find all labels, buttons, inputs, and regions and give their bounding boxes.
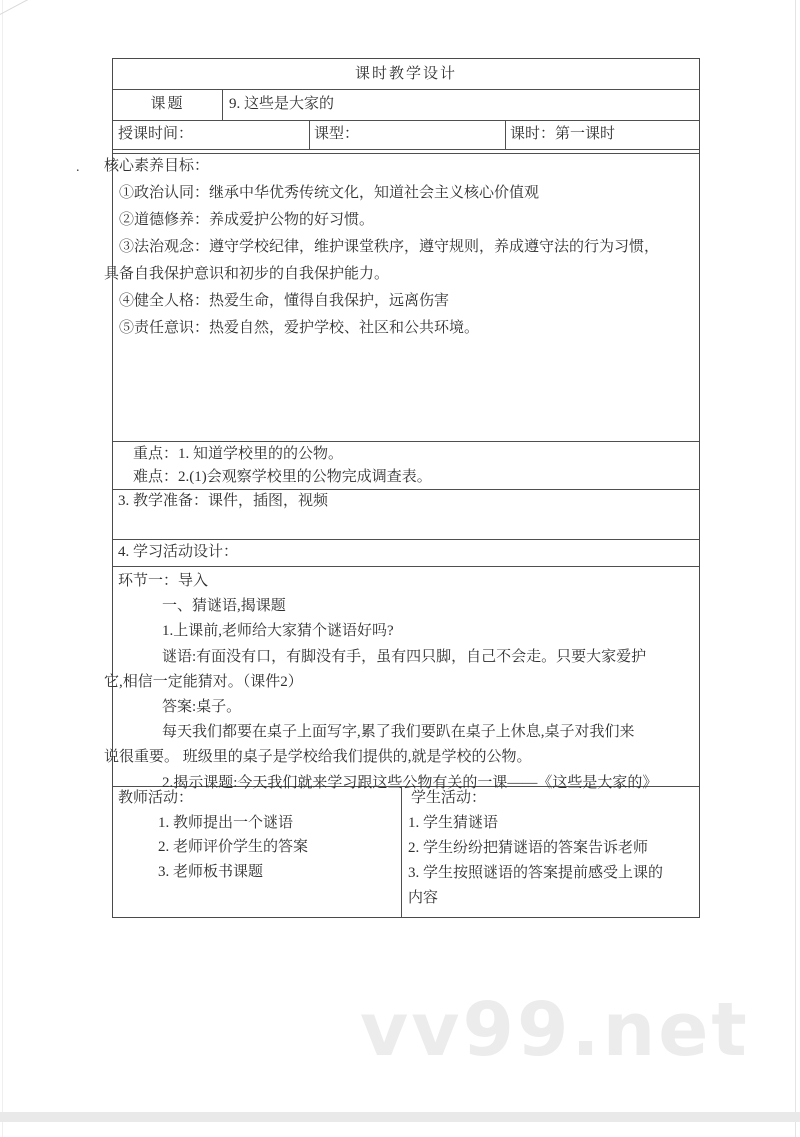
period-label: 课时：第一课时 xyxy=(510,126,616,142)
session-line: 它,相信一定能猜对。（课件2） xyxy=(104,673,303,690)
scan-corner-artifact xyxy=(0,0,28,16)
page-separator xyxy=(0,1112,800,1122)
student-activities-cell xyxy=(402,786,699,917)
key-point-line: 重点：1. 知道学校里的的公物。 xyxy=(133,446,344,462)
session-line: 2.揭示课题:今天我们就来学习跟这些公物有关的一课——《这些是大家的》 xyxy=(162,774,658,791)
session-line: 1.上课前,老师给大家猜个谜语好吗? xyxy=(162,623,394,640)
core-goals-cell xyxy=(104,153,699,342)
topic-value: 9. 这些是大家的 xyxy=(229,96,335,112)
session-line: 谜语:有面没有口，有脚没有手，虽有四只脚，自己不会走。只要大家爱护 xyxy=(162,648,647,665)
session-title: 环节一：导入 xyxy=(118,573,209,589)
session-line: 每天我们都要在桌子上面写字,累了我们要趴在桌子上休息,桌子对我们来 xyxy=(162,724,635,741)
difficulty-line: 难点：2.(1)会观察学校里的公物完成调查表。 xyxy=(133,469,432,485)
goal-line: ②道德修养：养成爱护公物的好习惯。 xyxy=(119,212,375,228)
prep-line: 3. 教学准备：课件，插图，视频 xyxy=(118,493,329,509)
session-cell xyxy=(104,566,699,796)
teaching-time-label: 授课时间： xyxy=(118,126,194,142)
teacher-activity-item: 1. 教师提出一个谜语 xyxy=(158,814,294,831)
page-left-edge xyxy=(2,0,3,1137)
session-line: 答案:桌子。 xyxy=(162,699,242,716)
goal-line: ⑤责任意识：热爱自然，爱护学校、社区和公共环境。 xyxy=(119,320,480,336)
goal-line: ③法治观念：遵守学校纪律，维护课堂秩序，遵守规则，养成遵守法的行为习惯， xyxy=(119,239,660,255)
student-activity-item: 1. 学生猜谜语 xyxy=(408,815,499,831)
session-line: 一、猜谜语,揭课题 xyxy=(162,598,286,615)
stray-dot-mark: . xyxy=(76,160,80,175)
core-goals-heading: 核心素养目标： xyxy=(104,158,210,174)
grid-line xyxy=(222,89,223,120)
student-activities-header: 学生活动： xyxy=(411,790,487,806)
topic-label: 课题 xyxy=(150,96,185,112)
grid-line xyxy=(505,120,506,149)
prep-cell xyxy=(113,489,699,513)
keypoints-cell xyxy=(113,441,699,489)
lesson-type-label: 课型： xyxy=(314,126,360,142)
teacher-activity-item: 3. 老师板书课题 xyxy=(158,863,264,880)
teacher-activity-item: 2. 老师评价学生的答案 xyxy=(158,839,309,855)
student-activity-item: 3. 学生按照谜语的答案提前感受上课的内容 xyxy=(408,865,664,906)
design-heading-cell: 4. 学习活动设计： xyxy=(118,544,239,560)
doc-title: 课时教学设计 xyxy=(354,66,457,82)
student-activity-item: 2. 学生纷纷把猜谜语的答案告诉老师 xyxy=(408,840,649,856)
teacher-activities-cell xyxy=(113,786,401,917)
grid-line xyxy=(309,120,310,149)
grid-line xyxy=(113,149,699,150)
goal-line: ④健全人格：热爱生命，懂得自我保护，远离伤害 xyxy=(119,293,450,309)
session-line: 说很重要。 班级里的桌子是学校给我们提供的,就是学校的公物。 xyxy=(104,749,532,766)
teacher-activities-header: 教师活动： xyxy=(118,790,194,806)
goal-line: ①政治认同：继承中华优秀传统文化，知道社会主义核心价值观 xyxy=(119,185,540,201)
watermark: vv99.net xyxy=(360,987,750,1073)
lesson-plan-table xyxy=(104,58,700,918)
page-right-edge xyxy=(795,0,796,1137)
goal-line: 具备自我保护意识和初步的自我保护能力。 xyxy=(104,266,390,282)
